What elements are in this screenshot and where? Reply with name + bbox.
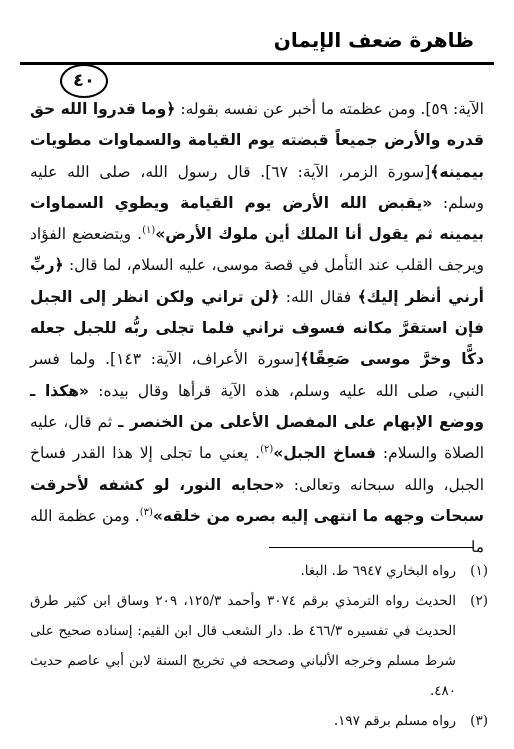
hadith-quote: فساخ الجبل» [273, 444, 376, 463]
footnote-item [30, 706, 488, 736]
quran-quote: ﴿ربِّ أرني أنظر إليك﴾ [30, 256, 484, 306]
footnote-item [30, 586, 488, 706]
text-segment: . ومن عظمة الله ما [30, 506, 484, 557]
page-header [20, 22, 494, 91]
text-segment: فقال الله: [279, 287, 358, 306]
footnote-text: رواه مسلم برقم ١٩٧. [333, 713, 456, 729]
footnote-number: (٢) [470, 593, 488, 609]
hadith-quote: «هكذا ـ ووضع الإبهام على المفصل الأعلى من الخنصر ـ [30, 381, 485, 431]
footnote-item [30, 556, 488, 586]
quran-quote: ﴿لن تراني ولكن انظر إلى الجبل فإن استقرَّ مكانه فسوف تراني فلما تجلى ربُّه للجبل جعله دكًّا وخرَّ موسى صَعِقًا﴾ [30, 287, 484, 369]
text-segment: الآية: ٥٩]. ومن عظمته ما أخبر عن نفسه بقوله: [175, 100, 484, 118]
hadith-quote: «يقبض الله الأرض يوم القيامة ويطوي السماوات بيمينه ثم يقول أنا الملك أين ملوك الأرض» [30, 193, 484, 244]
footnote-text: الحديث رواه الترمذي برقم ٣٠٧٤ وأحمد ١٢٥/٣، ٢٠٩ وساق ابن كثير طرق الحديث في تفسيره ٤٦٦/٣ ط. دار الشعب قال ابن القيم: إسناده صحيح على شرط مسلم وخرجه الألباني وصححه في تخريج السنة لابن أبي عاصم حديث ٤٨٠. [30, 593, 457, 699]
book-title: ظاهرة ضعف الإيمان [273, 28, 474, 52]
text-segment: . يعني ما تجلى إلا هذا القدر فساخ الجبل، والله سبحانه وتعالى: [30, 444, 485, 494]
quran-quote: ﴿وما قدروا الله حق قدره والأرض جميعاً قبضته يوم القيامة والسماوات مطويات بيمينه﴾ [30, 100, 484, 181]
footnote-ref[interactable]: (٢) [260, 444, 274, 456]
main-text [30, 94, 484, 563]
footnote-number: (١) [470, 563, 488, 579]
text-segment: . ويتضعضع الفؤاد ويرجف القلب عند التأمل في قصة موسى، عليه السلام، لما قال: [30, 225, 484, 275]
footnote-divider [269, 547, 474, 548]
text-segment: ثم قال، عليه الصلاة والسلام: [30, 412, 484, 463]
text-segment: [سورة الزمر، الآية: ٦٧]. قال رسول الله، صلى الله عليه وسلم: [30, 162, 484, 212]
main-paragraph [30, 94, 484, 563]
footnote-ref[interactable]: (١) [142, 225, 156, 237]
footnotes [30, 556, 488, 736]
hadith-quote: «حجابه النور، لو كشفه لأحرقت سبحات وجهه ما انتهى إليه بصره من خلقه» [30, 475, 485, 525]
footnote-ref[interactable]: (٣) [139, 506, 153, 518]
page-number: ٤٠ [60, 64, 108, 98]
footnote-number: (٣) [470, 713, 488, 729]
footnote-text: رواه البخاري ٦٩٤٧ ط. البغا. [300, 563, 456, 579]
text-segment: [سورة الأعراف، الآية: ١٤٣]. ولما فسر النبي، صلى الله عليه وسلم، هذه الآية قرأها وقال بيده: [30, 350, 485, 400]
